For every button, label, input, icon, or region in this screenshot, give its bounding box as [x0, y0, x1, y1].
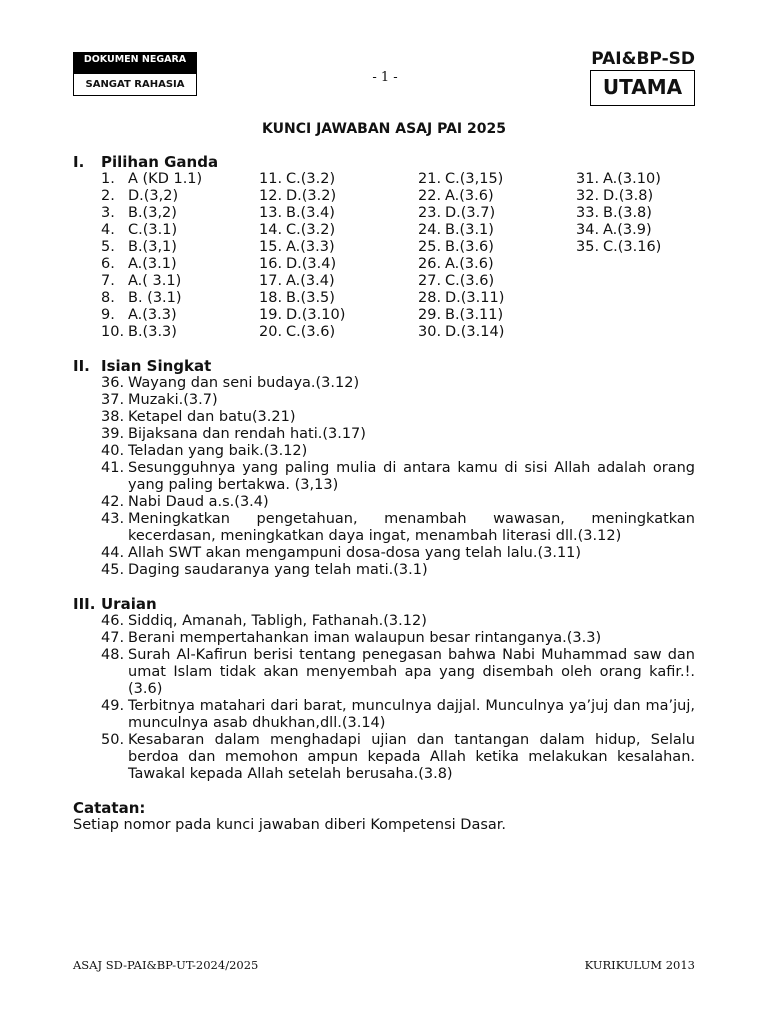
- answer-item: [259, 290, 345, 307]
- answer-number: 1.: [101, 171, 115, 187]
- answer-item: [418, 273, 504, 290]
- answer-item: [259, 324, 345, 341]
- answer-item: [418, 307, 504, 324]
- answer-key: D.(3.2): [286, 188, 337, 204]
- item-number: 45.: [101, 562, 125, 578]
- item-answer-text: Daging saudaranya yang telah mati.(3.1): [128, 562, 428, 578]
- list-item: [101, 647, 695, 698]
- document-classification-stamp: [73, 52, 197, 96]
- answer-number: 35.: [576, 239, 600, 255]
- answer-item: [418, 205, 504, 222]
- answer-key: A.( 3.1): [128, 273, 182, 289]
- answer-item: [259, 171, 345, 188]
- answer-key: C.(3.1): [128, 222, 178, 238]
- answer-number: 5.: [101, 239, 115, 255]
- answer-key: B.(3.1): [445, 222, 494, 238]
- section-heading-multiple-choice: [73, 153, 218, 171]
- list-item: [101, 698, 695, 732]
- item-number: 42.: [101, 494, 125, 510]
- answer-number: 34.: [576, 222, 600, 238]
- answer-key: C.(3.2): [286, 222, 336, 238]
- answer-key: A (KD 1.1): [128, 171, 203, 187]
- answer-item: [576, 239, 661, 256]
- answer-number: 16.: [259, 256, 283, 272]
- short-answer-list: [101, 375, 695, 579]
- answer-item: [259, 188, 345, 205]
- answer-number: 17.: [259, 273, 283, 289]
- answer-item: [418, 171, 504, 188]
- item-number: 49.: [101, 698, 125, 714]
- section-heading-essay: [73, 595, 157, 613]
- answer-item: [418, 222, 504, 239]
- answer-number: 18.: [259, 290, 283, 306]
- answer-key: D.(3.8): [603, 188, 654, 204]
- answer-number: 30.: [418, 324, 442, 340]
- section-number: III.: [73, 595, 96, 613]
- note-heading: Catatan:: [73, 799, 146, 817]
- item-answer-text: Siddiq, Amanah, Tabligh, Fathanah.(3.12): [128, 613, 427, 629]
- answer-key: C.(3.2): [286, 171, 336, 187]
- answer-item: [418, 324, 504, 341]
- answer-number: 29.: [418, 307, 442, 323]
- item-number: 43.: [101, 511, 125, 527]
- answer-item: [259, 256, 345, 273]
- answer-item: [576, 188, 661, 205]
- answer-key: A.(3.3): [286, 239, 335, 255]
- answer-number: 32.: [576, 188, 600, 204]
- stamp-top-label: DOKUMEN NEGARA: [74, 53, 196, 74]
- answer-key: C.(3.6): [286, 324, 336, 340]
- item-answer-text: Berani mempertahankan iman walaupun besar rintanganya.(3.3): [128, 630, 602, 646]
- answer-number: 33.: [576, 205, 600, 221]
- section-title: Isian Singkat: [101, 357, 212, 375]
- item-number: 48.: [101, 647, 125, 663]
- item-number: 38.: [101, 409, 125, 425]
- answer-item: [101, 290, 202, 307]
- document-title: KUNCI JAWABAN ASAJ PAI 2025: [262, 121, 506, 137]
- answer-key: B.(3.6): [445, 239, 494, 255]
- answer-item: [576, 171, 661, 188]
- item-number: 47.: [101, 630, 125, 646]
- answer-item: [576, 222, 661, 239]
- answer-key: A.(3.10): [603, 171, 661, 187]
- answer-number: 12.: [259, 188, 283, 204]
- list-item: [101, 426, 695, 443]
- page-number: - 1 -: [372, 70, 398, 85]
- footer-left: ASAJ SD-PAI&BP-UT-2024/2025: [73, 958, 259, 972]
- section-title: Uraian: [101, 595, 157, 613]
- answer-number: 15.: [259, 239, 283, 255]
- answer-column-4: [576, 171, 661, 256]
- answer-key: A.(3.6): [445, 256, 494, 272]
- item-answer-text: Surah Al-Kafirun berisi tentang penegasan bahwa Nabi Muhammad saw dan umat Islam tidak akan menyembah apa yang disembah oleh orang kafir.!.(3.6): [128, 647, 695, 697]
- answer-number: 21.: [418, 171, 442, 187]
- answer-key: D.(3.4): [286, 256, 337, 272]
- answer-key: C.(3,15): [445, 171, 504, 187]
- list-item: [101, 460, 695, 494]
- answer-key: B.(3.8): [603, 205, 652, 221]
- edition-label-box: UTAMA: [590, 70, 695, 106]
- answer-item: [259, 273, 345, 290]
- answer-item: [418, 290, 504, 307]
- item-answer-text: Bijaksana dan rendah hati.(3.17): [128, 426, 366, 442]
- answer-item: [101, 324, 202, 341]
- answer-key: B.(3.4): [286, 205, 335, 221]
- answer-item: [101, 222, 202, 239]
- answer-key: B.(3,1): [128, 239, 177, 255]
- item-answer-text: Muzaki.(3.7): [128, 392, 218, 408]
- item-number: 46.: [101, 613, 125, 629]
- answer-item: [259, 222, 345, 239]
- answer-number: 25.: [418, 239, 442, 255]
- answer-key: C.(3.6): [445, 273, 495, 289]
- answer-number: 10.: [101, 324, 125, 340]
- answer-number: 31.: [576, 171, 600, 187]
- subject-code: PAI&BP-SD: [591, 49, 695, 69]
- section-number: II.: [73, 357, 90, 375]
- answer-number: 2.: [101, 188, 115, 204]
- item-number: 37.: [101, 392, 125, 408]
- item-answer-text: Ketapel dan batu(3.21): [128, 409, 296, 425]
- answer-item: [259, 205, 345, 222]
- answer-key: D.(3.7): [445, 205, 496, 221]
- item-answer-text: Sesungguhnya yang paling mulia di antara kamu di sisi Allah adalah orang yang paling bertakwa. (3,13): [128, 460, 695, 493]
- item-answer-text: Nabi Daud a.s.(3.4): [128, 494, 269, 510]
- item-answer-text: Allah SWT akan mengampuni dosa-dosa yang telah lalu.(3.11): [128, 545, 582, 561]
- answer-item: [101, 307, 202, 324]
- item-number: 41.: [101, 460, 125, 476]
- answer-number: 20.: [259, 324, 283, 340]
- section-number: I.: [73, 153, 85, 171]
- answer-column-3: [418, 171, 504, 341]
- answer-key: A.(3.9): [603, 222, 652, 238]
- answer-number: 28.: [418, 290, 442, 306]
- item-number: 44.: [101, 545, 125, 561]
- section-heading-short-answer: [73, 357, 211, 375]
- answer-column-2: [259, 171, 345, 341]
- list-item: [101, 375, 695, 392]
- answer-key: C.(3.16): [603, 239, 662, 255]
- item-number: 39.: [101, 426, 125, 442]
- answer-number: 3.: [101, 205, 115, 221]
- item-answer-text: Terbitnya matahari dari barat, munculnya dajjal. Munculnya ya’juj dan ma’juj, munculnya asab dhukhan,dll.(3.14): [128, 698, 695, 731]
- list-item: [101, 511, 695, 545]
- answer-item: [259, 307, 345, 324]
- note-body: Setiap nomor pada kunci jawaban diberi Kompetensi Dasar.: [73, 817, 507, 833]
- answer-key: B.(3,2): [128, 205, 177, 221]
- item-number: 50.: [101, 732, 125, 748]
- list-item: [101, 732, 695, 783]
- essay-answer-list: [101, 613, 695, 783]
- item-answer-text: Wayang dan seni budaya.(3.12): [128, 375, 360, 391]
- item-answer-text: Kesabaran dalam menghadapi ujian dan tantangan dalam hidup, Selalu berdoa dan memohon ampun kepada Allah ketika melakukan kesalahan. Tawakal kepada Allah setelah berusaha.(3.8): [128, 732, 695, 782]
- answer-number: 7.: [101, 273, 115, 289]
- answer-number: 22.: [418, 188, 442, 204]
- list-item: [101, 494, 695, 511]
- answer-number: 13.: [259, 205, 283, 221]
- list-item: [101, 409, 695, 426]
- answer-number: 27.: [418, 273, 442, 289]
- answer-key: B. (3.1): [128, 290, 182, 306]
- list-item: [101, 545, 695, 562]
- answer-number: 23.: [418, 205, 442, 221]
- stamp-bottom-label: SANGAT RAHASIA: [85, 79, 185, 90]
- answer-key: A.(3.6): [445, 188, 494, 204]
- answer-column-1: [101, 171, 202, 341]
- list-item: [101, 443, 695, 460]
- answer-number: 19.: [259, 307, 283, 323]
- footer-right: KURIKULUM 2013: [584, 958, 695, 972]
- answer-key: A.(3.1): [128, 256, 177, 272]
- answer-key: B.(3.11): [445, 307, 504, 323]
- answer-number: 26.: [418, 256, 442, 272]
- item-answer-text: Meningkatkan pengetahuan, menambah wawasan, meningkatkan kecerdasan, meningkatkan daya ingat, menambah literasi dll.(3.12): [128, 511, 695, 544]
- answer-number: 4.: [101, 222, 115, 238]
- answer-item: [418, 239, 504, 256]
- answer-item: [101, 239, 202, 256]
- answer-item: [101, 273, 202, 290]
- answer-item: [101, 205, 202, 222]
- answer-number: 8.: [101, 290, 115, 306]
- answer-item: [101, 256, 202, 273]
- section-title: Pilihan Ganda: [101, 153, 219, 171]
- answer-key: A.(3.4): [286, 273, 335, 289]
- answer-item: [101, 171, 202, 188]
- answer-key: D.(3.11): [445, 290, 505, 306]
- answer-key: B.(3.5): [286, 290, 335, 306]
- item-number: 40.: [101, 443, 125, 459]
- answer-number: 6.: [101, 256, 115, 272]
- answer-key: D.(3.14): [445, 324, 505, 340]
- list-item: [101, 392, 695, 409]
- answer-item: [101, 188, 202, 205]
- answer-key: D.(3,2): [128, 188, 179, 204]
- answer-item: [576, 205, 661, 222]
- answer-item: [418, 188, 504, 205]
- list-item: [101, 562, 695, 579]
- answer-number: 11.: [259, 171, 283, 187]
- answer-key: B.(3.3): [128, 324, 177, 340]
- item-answer-text: Teladan yang baik.(3.12): [128, 443, 308, 459]
- answer-number: 9.: [101, 307, 115, 323]
- answer-item: [259, 239, 345, 256]
- answer-number: 14.: [259, 222, 283, 238]
- answer-key: D.(3.10): [286, 307, 346, 323]
- item-number: 36.: [101, 375, 125, 391]
- answer-item: [418, 256, 504, 273]
- list-item: [101, 630, 695, 647]
- answer-number: 24.: [418, 222, 442, 238]
- list-item: [101, 613, 695, 630]
- answer-key: A.(3.3): [128, 307, 177, 323]
